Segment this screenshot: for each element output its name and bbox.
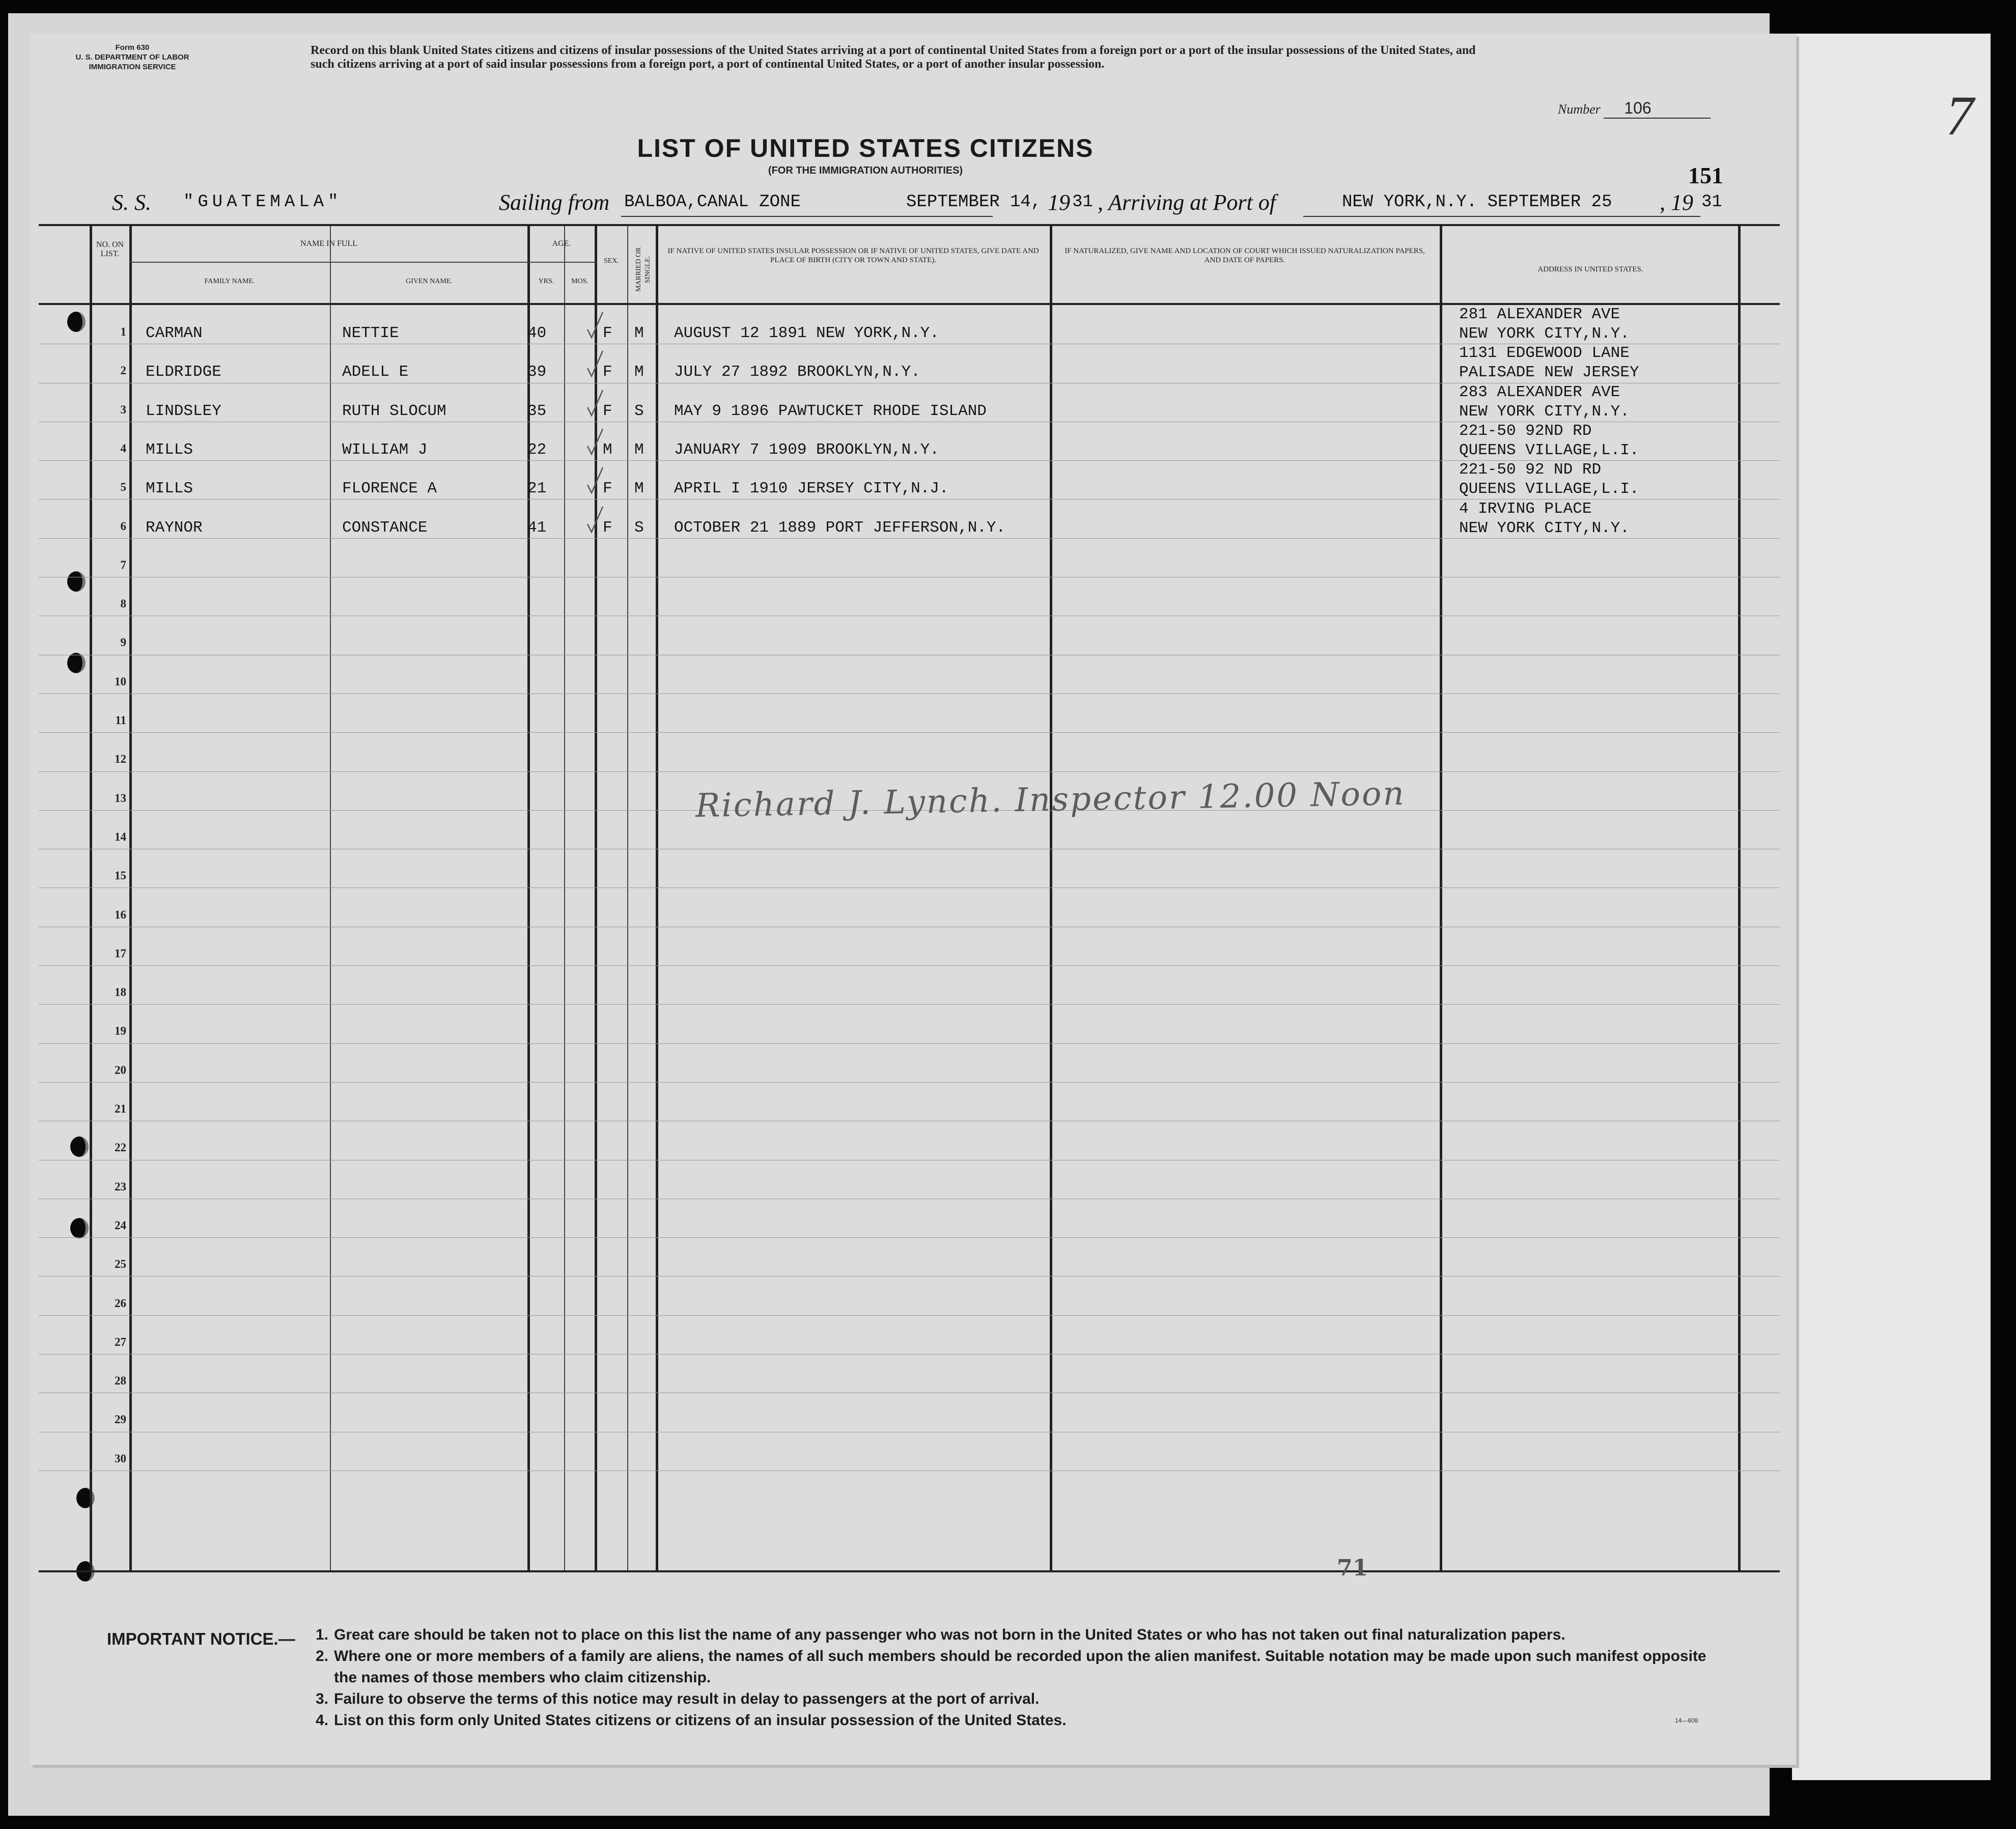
table-row — [39, 1393, 1780, 1432]
row-number: 7 — [120, 558, 126, 571]
adjacent-page — [1792, 34, 1991, 1780]
row-number: 15 — [115, 869, 126, 882]
table-row — [39, 1277, 1780, 1316]
notice-item-number: 1. — [316, 1626, 329, 1643]
address-line-1: 4 IRVING PLACE — [1459, 500, 1592, 518]
table-row — [39, 577, 1780, 616]
row-number: 27 — [115, 1335, 126, 1348]
col-header-no: NO. ON LIST. — [96, 240, 124, 258]
address-line-2: QUEENS VILLAGE,L.I. — [1459, 480, 1639, 498]
family-name: ELDRIDGE — [146, 363, 221, 381]
sailing-port: BALBOA,CANAL ZONE — [624, 192, 801, 212]
table-row — [39, 1354, 1780, 1393]
page-subtitle: (FOR THE IMMIGRATION AUTHORITIES) — [768, 165, 963, 176]
sex-value: F — [603, 480, 612, 498]
col-header-name: NAME IN FULL — [300, 239, 357, 248]
row-number: 24 — [115, 1218, 126, 1232]
row-number: 13 — [115, 791, 126, 805]
given-name: RUTH SLOCUM — [342, 402, 446, 420]
marital-status: M — [634, 480, 644, 498]
table-row — [39, 888, 1780, 927]
address — [1459, 422, 1639, 460]
col-header-married: MARRIED OR SINGLE. — [635, 247, 652, 292]
row-number: 19 — [115, 1024, 126, 1038]
table-row — [39, 1043, 1780, 1083]
row-number: 29 — [115, 1413, 126, 1426]
age-years: 22 — [527, 440, 547, 459]
row-number: 12 — [115, 753, 126, 766]
marital-status: M — [634, 440, 644, 459]
sailing-date: SEPTEMBER 14, — [906, 192, 1042, 212]
row-number: 17 — [115, 947, 126, 960]
row-number: 8 — [120, 597, 126, 611]
birth-info: JULY 27 1892 BROOKLYN,N.Y. — [674, 363, 920, 381]
address-line-2: NEW YORK CITY,N.Y. — [1459, 325, 1630, 343]
notice-item — [316, 1646, 1731, 1688]
col-header-family: FAMILY NAME. — [204, 278, 255, 285]
table-row — [39, 305, 1780, 344]
marital-status: M — [634, 324, 644, 342]
col-header-sex: SEX. — [604, 257, 619, 265]
birth-info: APRIL I 1910 JERSEY CITY,N.J. — [674, 480, 949, 498]
row-number: 23 — [115, 1180, 126, 1193]
table-row — [39, 1199, 1780, 1238]
family-name: RAYNOR — [146, 518, 203, 537]
age-years: 39 — [527, 363, 547, 381]
address-line-1: 283 ALEXANDER AVE — [1459, 383, 1620, 401]
ship-label: S. S. — [112, 190, 151, 215]
tick-mark-icon — [586, 311, 604, 339]
sailing-year: 31 — [1072, 192, 1093, 212]
notice-item-text: Where one or more members of a family are aliens, the names of all such members should be recorded upon the alien manifest. Suitable notation may be made upon such manifest opposite the names of those members who claim citizenship. — [334, 1648, 1706, 1686]
voyage-line — [112, 189, 1741, 220]
notice-heading: IMPORTANT NOTICE.— — [107, 1629, 295, 1648]
list-number — [1558, 99, 1711, 119]
page-title: LIST OF UNITED STATES CITIZENS — [637, 134, 1094, 162]
col-header-yrs: YRS. — [538, 278, 554, 285]
col-header-address: ADDRESS IN UNITED STATES. — [1537, 265, 1643, 273]
table-row — [39, 732, 1780, 771]
row-number: 30 — [115, 1452, 126, 1465]
notice-item — [316, 1688, 1731, 1710]
tick-mark-icon — [586, 506, 604, 533]
address-line-1: 281 ALEXANDER AVE — [1459, 306, 1620, 323]
notice-item — [316, 1624, 1731, 1646]
table-row — [39, 538, 1780, 577]
arrival-port-date: NEW YORK,N.Y. SEPTEMBER 25 — [1342, 192, 1612, 212]
age-years: 21 — [527, 480, 547, 498]
print-code: 14—608 — [1675, 1717, 1698, 1724]
age-years: 40 — [527, 324, 547, 342]
given-name: ADELL E — [342, 363, 409, 381]
arrival-year-prefix: , 19 — [1660, 190, 1693, 215]
address — [1459, 460, 1639, 499]
arrival-line — [1303, 216, 1700, 217]
arriving-label: , Arriving at Port of — [1098, 190, 1276, 215]
sailing-label: Sailing from — [499, 190, 610, 215]
table-row — [39, 1237, 1780, 1277]
address-line-1: 1131 EDGEWOOD LANE — [1459, 344, 1630, 363]
birth-info: AUGUST 12 1891 NEW YORK,N.Y. — [674, 324, 939, 342]
notice-items — [316, 1624, 1731, 1731]
sex-value: F — [603, 518, 612, 537]
row-number: 25 — [115, 1258, 126, 1271]
row-number: 18 — [115, 986, 126, 999]
department-name: U. S. DEPARTMENT OF LABOR — [75, 53, 189, 62]
table-row — [39, 694, 1780, 733]
given-name: CONSTANCE — [342, 518, 428, 537]
table-row — [39, 965, 1780, 1005]
inspector-signature: Richard J. Lynch. Inspector 12.00 Noon — [695, 774, 1406, 825]
table-row — [39, 422, 1780, 461]
sex-value: F — [603, 363, 612, 381]
address-line-2: NEW YORK CITY,N.Y. — [1459, 402, 1630, 421]
sex-value: F — [603, 402, 612, 420]
row-number: 3 — [120, 403, 126, 416]
record-instructions: Record on this blank United States citizens and citizens of insular possessions of the United States arriving at a port of continental United States from a foreign port or a port of the insular possessions of the United States, and such citizens arriving at a port of said insular possessions from a foreign port, a port of continental United States, or a port of another insular possession. — [311, 44, 1476, 71]
side-page-number: 7 — [1946, 85, 1974, 147]
tick-mark-icon — [586, 389, 604, 417]
table-row — [39, 383, 1780, 422]
form-identifier — [56, 43, 209, 72]
row-number: 5 — [120, 481, 126, 494]
col-header-naturalized: IF NATURALIZED, GIVE NAME AND LOCATION OF COURT WHICH ISSUED NATURALIZATION PAPERS, AND DATE OF PAPERS. — [1065, 247, 1425, 264]
tick-mark-icon — [586, 428, 604, 455]
given-name: WILLIAM J — [342, 440, 428, 459]
table-row — [39, 500, 1780, 539]
row-number: 21 — [115, 1102, 126, 1115]
address-line-2: PALISADE NEW JERSEY — [1459, 364, 1639, 382]
col-header-birth: IF NATIVE OF UNITED STATES INSULAR POSSESSION OR IF NATIVE OF UNITED STATES, GIVE DATE AND PLACE OF BIRTH (CITY OR TOWN AND STATE). — [667, 247, 1039, 264]
marital-status: S — [634, 518, 644, 537]
passenger-table — [39, 224, 1780, 1581]
address — [1459, 383, 1630, 422]
row-number: 1 — [120, 325, 126, 338]
table-row — [39, 1315, 1780, 1354]
row-number: 6 — [120, 519, 126, 533]
col-header-given: GIVEN NAME. — [406, 278, 453, 285]
notice-item-number: 3. — [316, 1691, 329, 1707]
family-name: MILLS — [146, 480, 193, 498]
number-label: Number — [1558, 102, 1601, 117]
sailing-port-line — [621, 216, 993, 217]
service-name: IMMIGRATION SERVICE — [89, 63, 176, 71]
family-name: LINDSLEY — [146, 402, 221, 420]
address-line-2: QUEENS VILLAGE,L.I. — [1459, 441, 1639, 459]
sailing-year-prefix: 19 — [1048, 190, 1070, 215]
number-value: 106 — [1604, 99, 1711, 119]
table-row — [39, 344, 1780, 383]
tick-mark-icon — [586, 350, 604, 377]
notice-item-text: Failure to observe the terms of this notice may result in delay to passengers at the port of arrival. — [334, 1691, 1040, 1707]
table-row — [39, 460, 1780, 500]
given-name: NETTIE — [342, 324, 399, 342]
birth-info: MAY 9 1896 PAWTUCKET RHODE ISLAND — [674, 402, 987, 420]
table-row — [39, 616, 1780, 655]
col-header-age: AGE. — [552, 239, 571, 248]
address — [1459, 500, 1630, 538]
table-row — [39, 655, 1780, 694]
address-line-1: 221-50 92 ND RD — [1459, 461, 1602, 479]
notice-item — [316, 1710, 1731, 1731]
address — [1459, 305, 1630, 344]
notice-item-text: List on this form only United States citizens or citizens of an insular possession of the United States. — [334, 1712, 1067, 1729]
table-row — [39, 1432, 1780, 1471]
header-subrule — [129, 262, 528, 263]
table-row — [39, 1082, 1780, 1121]
table-row — [39, 1004, 1780, 1043]
form-number: Form 630 — [115, 43, 150, 52]
sex-value: M — [603, 440, 612, 459]
notice-item-number: 2. — [316, 1648, 329, 1665]
marital-status: M — [634, 363, 644, 381]
header-subrule — [527, 262, 596, 263]
table-row — [39, 927, 1780, 966]
age-years: 41 — [527, 518, 547, 537]
row-number: 28 — [115, 1374, 126, 1388]
row-number: 14 — [115, 830, 126, 843]
notice-item-text: Great care should be taken not to place on this list the name of any passenger who was not born in the United States or who has not taken out final naturalization papers. — [334, 1626, 1565, 1643]
address-line-1: 221-50 92ND RD — [1459, 422, 1592, 440]
age-years: 35 — [527, 402, 547, 420]
birth-info: OCTOBER 21 1889 PORT JEFFERSON,N.Y. — [674, 518, 1006, 537]
tick-mark-icon — [586, 466, 604, 494]
family-name: MILLS — [146, 440, 193, 459]
row-number: 11 — [115, 714, 126, 727]
arrival-year: 31 — [1701, 192, 1722, 212]
address — [1459, 344, 1639, 382]
address-line-2: NEW YORK CITY,N.Y. — [1459, 519, 1630, 537]
row-number: 10 — [115, 675, 126, 688]
row-number: 2 — [120, 364, 126, 377]
table-row — [39, 1160, 1780, 1199]
row-number: 9 — [120, 636, 126, 649]
given-name: FLORENCE A — [342, 480, 437, 498]
birth-info: JANUARY 7 1909 BROOKLYN,N.Y. — [674, 440, 939, 459]
pencil-annotation: 71 — [1337, 1555, 1368, 1581]
row-number: 16 — [115, 908, 126, 921]
notice-item-number: 4. — [316, 1712, 329, 1729]
sex-value: F — [603, 324, 612, 342]
marital-status: S — [634, 402, 644, 420]
table-row — [39, 1121, 1780, 1160]
row-number: 20 — [115, 1063, 126, 1076]
ship-name: "GUATEMALA" — [183, 192, 343, 212]
col-header-mos: MOS. — [571, 278, 589, 285]
table-body — [39, 305, 1780, 1568]
table-row — [39, 849, 1780, 888]
row-number: 26 — [115, 1296, 126, 1310]
family-name: CARMAN — [146, 324, 203, 342]
row-number: 22 — [115, 1141, 126, 1154]
stamp-number: 151 — [1688, 162, 1723, 188]
row-number: 4 — [120, 441, 126, 455]
